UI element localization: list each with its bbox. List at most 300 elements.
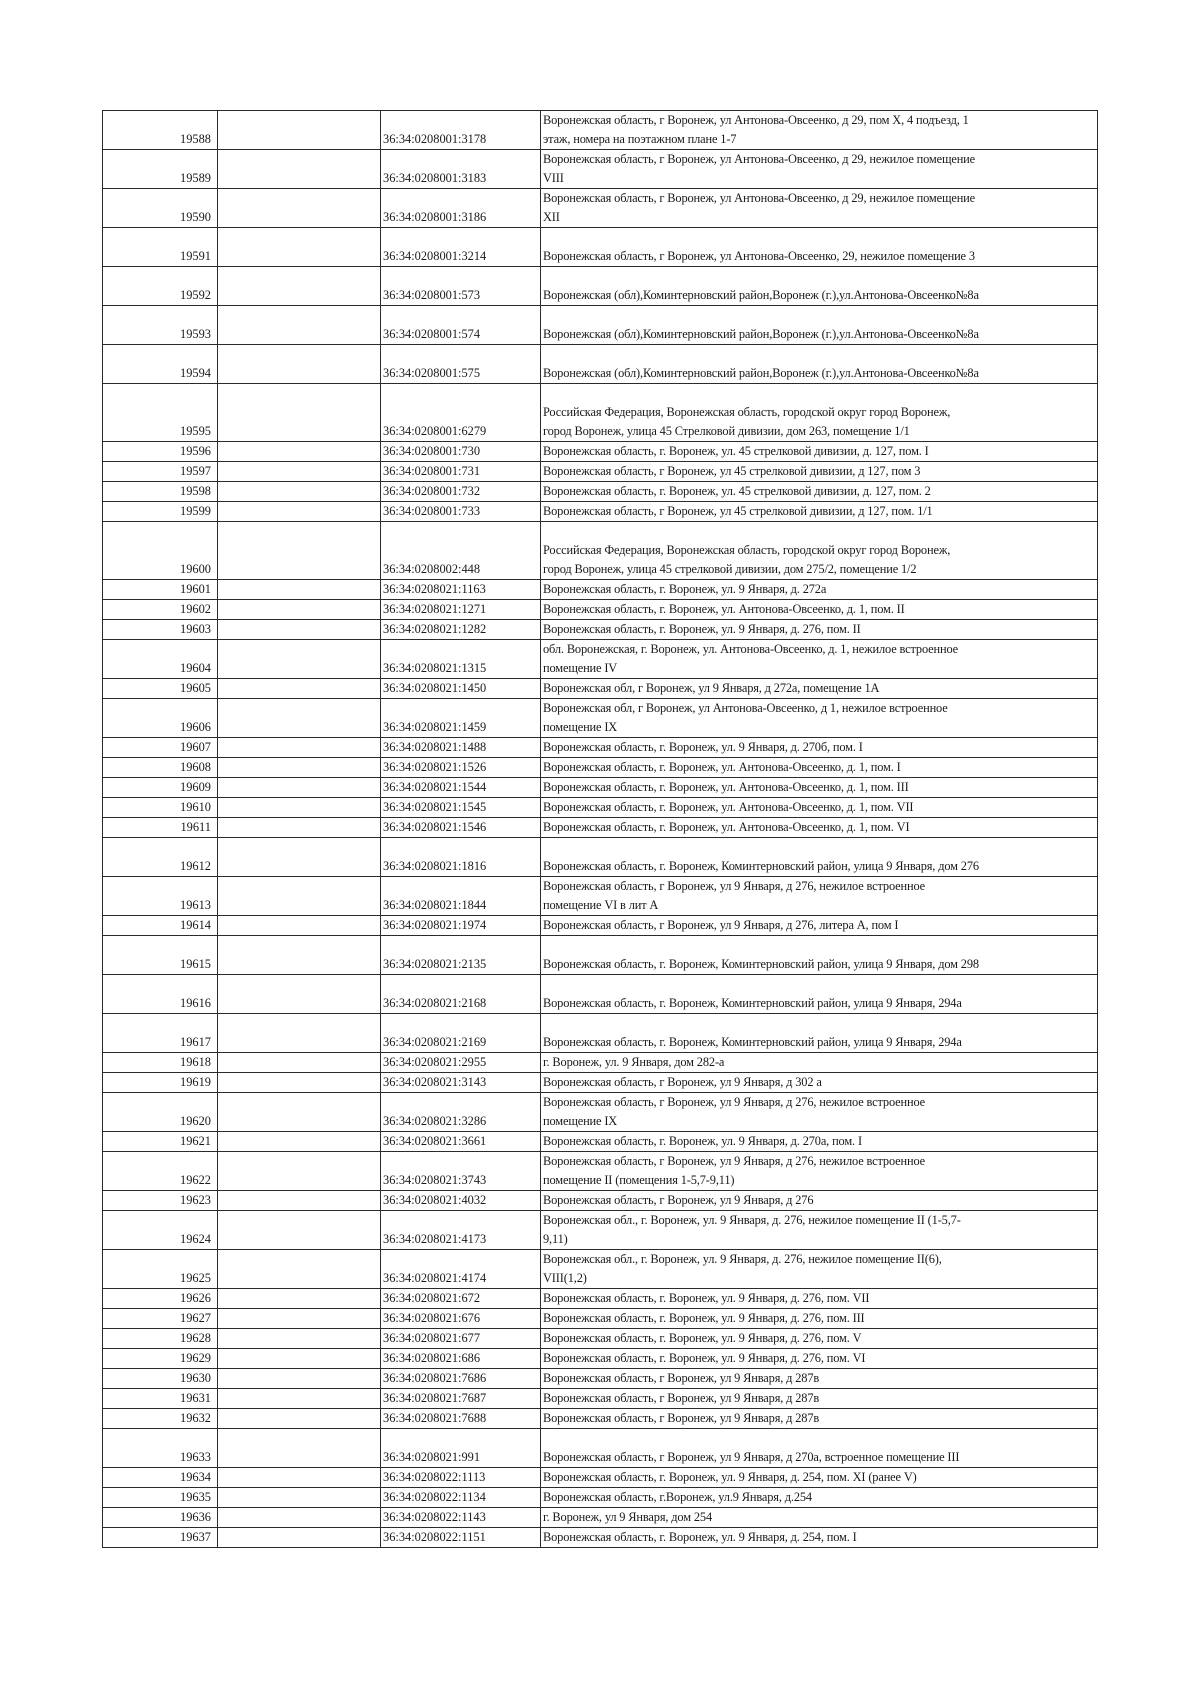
cadastral-number-cell: 36:34:0208021:2168 (381, 975, 541, 1014)
table-row (103, 1073, 1098, 1093)
row-number-cell: 19602 (103, 600, 218, 620)
empty-cell (218, 778, 381, 798)
cadastral-number-cell: 36:34:0208001:730 (381, 442, 541, 462)
cadastral-number-cell: 36:34:0208021:1163 (381, 580, 541, 600)
empty-cell (218, 1152, 381, 1191)
empty-cell (218, 1014, 381, 1053)
empty-cell (218, 1409, 381, 1429)
address-cell (541, 482, 1098, 502)
address-line: помещение VI в лит А (543, 898, 659, 912)
address-cell (541, 936, 1098, 975)
cadastral-number-cell: 36:34:0208021:991 (381, 1429, 541, 1468)
address-cell (541, 1093, 1098, 1132)
row-number-cell: 19610 (103, 798, 218, 818)
table-row (103, 778, 1098, 798)
row-number-cell: 19621 (103, 1132, 218, 1152)
row-number-cell: 19594 (103, 345, 218, 384)
address-line: Воронежская область, г Воронеж, ул 9 Января, д 287в (543, 1391, 820, 1405)
address-cell (541, 384, 1098, 442)
address-line: помещение IX (543, 720, 618, 734)
cadastral-number-cell: 36:34:0208001:3214 (381, 228, 541, 267)
table-row (103, 620, 1098, 640)
address-cell (541, 600, 1098, 620)
table-row (103, 1093, 1098, 1132)
cadastral-number-cell: 36:34:0208021:1282 (381, 620, 541, 640)
empty-cell (218, 699, 381, 738)
empty-cell (218, 758, 381, 778)
address-line: Воронежская область, г Воронеж, ул Антонова-Овсеенко, д 29, нежилое помещение (543, 152, 976, 166)
address-spacer (543, 345, 1095, 364)
empty-cell (218, 228, 381, 267)
table-row (103, 462, 1098, 482)
address-line: Воронежская (обл),Коминтерновский район,Воронеж (г.),ул.Антонова-Овсеенко№8а (543, 366, 979, 380)
address-cell (541, 620, 1098, 640)
address-line: Воронежская область, г. Воронеж, Коминтерновский район, улица 9 Января, 294а (543, 996, 962, 1010)
cadastral-number-cell: 36:34:0208021:2135 (381, 936, 541, 975)
address-cell (541, 1191, 1098, 1211)
empty-cell (218, 306, 381, 345)
empty-cell (218, 267, 381, 306)
table-row (103, 1488, 1098, 1508)
row-number-cell: 19624 (103, 1211, 218, 1250)
table-row (103, 877, 1098, 916)
address-cell (541, 1014, 1098, 1053)
row-number-cell: 19615 (103, 936, 218, 975)
table-row (103, 1211, 1098, 1250)
address-line: Воронежская обл, г Воронеж, ул 9 Января, д 272а, помещение 1А (543, 681, 880, 695)
address-line: Воронежская область, г. Воронеж, Коминтерновский район, улица 9 Января, дом 276 (543, 859, 979, 873)
cadastral-number-cell: 36:34:0208021:672 (381, 1289, 541, 1309)
empty-cell (218, 384, 381, 442)
address-cell (541, 1211, 1098, 1250)
table-row (103, 1289, 1098, 1309)
address-cell (541, 522, 1098, 580)
address-cell (541, 111, 1098, 150)
row-number-cell: 19599 (103, 502, 218, 522)
row-number-cell: 19630 (103, 1369, 218, 1389)
cadastral-number-cell: 36:34:0208021:1459 (381, 699, 541, 738)
table-row (103, 1250, 1098, 1289)
address-cell (541, 699, 1098, 738)
address-cell (541, 345, 1098, 384)
table-row (103, 522, 1098, 580)
empty-cell (218, 111, 381, 150)
row-number-cell: 19593 (103, 306, 218, 345)
row-number-cell: 19617 (103, 1014, 218, 1053)
empty-cell (218, 838, 381, 877)
address-line: Воронежская область, г. Воронеж, ул. Антонова-Овсеенко, д. 1, пом. VI (543, 820, 910, 834)
address-cell (541, 877, 1098, 916)
empty-cell (218, 522, 381, 580)
table-row (103, 482, 1098, 502)
table-row (103, 111, 1098, 150)
cadastral-number-cell: 36:34:0208001:3183 (381, 150, 541, 189)
address-cell (541, 798, 1098, 818)
address-line: Воронежская область, г Воронеж, ул 9 Января, д 276, нежилое встроенное (543, 879, 926, 893)
address-cell (541, 1468, 1098, 1488)
table-row (103, 1152, 1098, 1191)
row-number-cell: 19636 (103, 1508, 218, 1528)
cadastral-number-cell: 36:34:0208021:4032 (381, 1191, 541, 1211)
table-row (103, 1309, 1098, 1329)
address-line: Воронежская область, г. Воронеж, ул. 9 Января, д. 276, пом. VI (543, 1351, 866, 1365)
address-cell (541, 758, 1098, 778)
empty-cell (218, 1488, 381, 1508)
address-line: помещение II (помещения 1-5,7-9,11) (543, 1173, 735, 1187)
row-number-cell: 19633 (103, 1429, 218, 1468)
table-row (103, 345, 1098, 384)
table-row (103, 1132, 1098, 1152)
registry-table-body (103, 111, 1098, 1548)
cadastral-number-cell: 36:34:0208022:1151 (381, 1528, 541, 1548)
row-number-cell: 19627 (103, 1309, 218, 1329)
address-cell (541, 1389, 1098, 1409)
table-row (103, 1528, 1098, 1548)
cadastral-number-cell: 36:34:0208021:3661 (381, 1132, 541, 1152)
table-row (103, 798, 1098, 818)
address-cell (541, 838, 1098, 877)
empty-cell (218, 482, 381, 502)
empty-cell (218, 1191, 381, 1211)
table-row (103, 189, 1098, 228)
table-row (103, 738, 1098, 758)
table-row (103, 384, 1098, 442)
address-line: город Воронеж, улица 45 Стрелковой дивизии, дом 263, помещение 1/1 (543, 424, 910, 438)
table-row (103, 150, 1098, 189)
cadastral-number-cell: 36:34:0208022:1134 (381, 1488, 541, 1508)
table-row (103, 640, 1098, 679)
cadastral-number-cell: 36:34:0208021:1544 (381, 778, 541, 798)
empty-cell (218, 189, 381, 228)
address-line: Воронежская область, г. Воронеж, ул. 9 Января, д. 276, пом. V (543, 1331, 862, 1345)
table-row (103, 1409, 1098, 1429)
cadastral-number-cell: 36:34:0208022:1113 (381, 1468, 541, 1488)
table-row (103, 442, 1098, 462)
table-row (103, 1429, 1098, 1468)
table-row (103, 1053, 1098, 1073)
empty-cell (218, 1389, 381, 1409)
table-row (103, 838, 1098, 877)
row-number-cell: 19601 (103, 580, 218, 600)
address-cell (541, 150, 1098, 189)
address-line: VIII (543, 171, 564, 185)
table-row (103, 600, 1098, 620)
address-line: Воронежская область, г Воронеж, ул Антонова-Овсеенко, д 29, пом X, 4 подъезд, 1 (543, 113, 969, 127)
address-line: Воронежская обл., г. Воронеж, ул. 9 Января, д. 276, нежилое помещение II (1-5,7- (543, 1213, 961, 1227)
row-number-cell: 19604 (103, 640, 218, 679)
cadastral-number-cell: 36:34:0208001:731 (381, 462, 541, 482)
row-number-cell: 19612 (103, 838, 218, 877)
address-line: Воронежская область, г. Воронеж, Коминтерновский район, улица 9 Января, дом 298 (543, 957, 979, 971)
row-number-cell: 19603 (103, 620, 218, 640)
row-number-cell: 19609 (103, 778, 218, 798)
address-spacer (543, 936, 1095, 955)
cadastral-number-cell: 36:34:0208021:7687 (381, 1389, 541, 1409)
empty-cell (218, 1528, 381, 1548)
empty-cell (218, 1329, 381, 1349)
cadastral-number-cell: 36:34:0208021:4174 (381, 1250, 541, 1289)
table-row (103, 1191, 1098, 1211)
row-number-cell: 19595 (103, 384, 218, 442)
address-cell (541, 1488, 1098, 1508)
address-cell (541, 1528, 1098, 1548)
table-row (103, 306, 1098, 345)
table-row (103, 502, 1098, 522)
registry-table (102, 110, 1098, 1548)
address-cell (541, 1409, 1098, 1429)
address-line: Воронежская (обл),Коминтерновский район,Воронеж (г.),ул.Антонова-Овсеенко№8а (543, 327, 979, 341)
address-line: 9,11) (543, 1232, 568, 1246)
empty-cell (218, 345, 381, 384)
row-number-cell: 19631 (103, 1389, 218, 1409)
cadastral-number-cell: 36:34:0208002:448 (381, 522, 541, 580)
empty-cell (218, 150, 381, 189)
cadastral-number-cell: 36:34:0208001:732 (381, 482, 541, 502)
row-number-cell: 19589 (103, 150, 218, 189)
empty-cell (218, 1508, 381, 1528)
cadastral-number-cell: 36:34:0208021:3143 (381, 1073, 541, 1093)
empty-cell (218, 1468, 381, 1488)
row-number-cell: 19598 (103, 482, 218, 502)
row-number-cell: 19592 (103, 267, 218, 306)
cadastral-number-cell: 36:34:0208001:733 (381, 502, 541, 522)
address-line: Воронежская область, г Воронеж, ул 9 Января, д 302 а (543, 1075, 822, 1089)
empty-cell (218, 1053, 381, 1073)
row-number-cell: 19632 (103, 1409, 218, 1429)
empty-cell (218, 1132, 381, 1152)
address-line: Воронежская область, г.Воронеж, ул.9 Января, д.254 (543, 1490, 812, 1504)
address-cell (541, 580, 1098, 600)
empty-cell (218, 679, 381, 699)
row-number-cell: 19606 (103, 699, 218, 738)
address-line: Воронежская область, г. Воронеж, ул. 9 Января, д. 276, пом. II (543, 622, 861, 636)
cadastral-number-cell: 36:34:0208022:1143 (381, 1508, 541, 1528)
empty-cell (218, 580, 381, 600)
address-line: обл. Воронежская, г. Воронеж, ул. Антонова-Овсеенко, д. 1, нежилое встроенное (543, 642, 958, 656)
table-row (103, 1369, 1098, 1389)
table-row (103, 818, 1098, 838)
address-spacer (543, 975, 1095, 994)
row-number-cell: 19608 (103, 758, 218, 778)
empty-cell (218, 818, 381, 838)
address-line: Воронежская область, г Воронеж, ул 9 Января, д 276, литера А, пом I (543, 918, 899, 932)
address-line: Воронежская область, г Воронеж, ул 9 Января, д 287в (543, 1411, 820, 1425)
empty-cell (218, 442, 381, 462)
row-number-cell: 19622 (103, 1152, 218, 1191)
row-number-cell: 19590 (103, 189, 218, 228)
cadastral-number-cell: 36:34:0208001:573 (381, 267, 541, 306)
row-number-cell: 19588 (103, 111, 218, 150)
address-line: город Воронеж, улица 45 стрелковой дивизии, дом 275/2, помещение 1/2 (543, 562, 917, 576)
address-line: помещение IX (543, 1114, 618, 1128)
address-spacer (543, 522, 1095, 541)
row-number-cell: 19629 (103, 1349, 218, 1369)
empty-cell (218, 1211, 381, 1250)
table-row (103, 916, 1098, 936)
address-spacer (543, 228, 1095, 247)
address-cell (541, 442, 1098, 462)
address-line: Воронежская область, г Воронеж, ул 9 Января, д 287в (543, 1371, 820, 1385)
address-line: Воронежская область, г. Воронеж, ул. 45 стрелковой дивизии, д. 127, пом. 2 (543, 484, 931, 498)
empty-cell (218, 1250, 381, 1289)
address-spacer (543, 384, 1095, 403)
address-line: Воронежская область, г. Воронеж, Коминтерновский район, улица 9 Января, 294а (543, 1035, 962, 1049)
address-line: VIII(1,2) (543, 1271, 587, 1285)
address-spacer (543, 306, 1095, 325)
empty-cell (218, 1073, 381, 1093)
address-spacer (543, 267, 1095, 286)
row-number-cell: 19618 (103, 1053, 218, 1073)
address-cell (541, 189, 1098, 228)
row-number-cell: 19600 (103, 522, 218, 580)
address-cell (541, 228, 1098, 267)
cadastral-number-cell: 36:34:0208021:3743 (381, 1152, 541, 1191)
address-cell (541, 679, 1098, 699)
table-row (103, 580, 1098, 600)
cadastral-number-cell: 36:34:0208021:1546 (381, 818, 541, 838)
empty-cell (218, 1349, 381, 1369)
cadastral-number-cell: 36:34:0208021:2169 (381, 1014, 541, 1053)
cadastral-number-cell: 36:34:0208021:7686 (381, 1369, 541, 1389)
table-row (103, 679, 1098, 699)
cadastral-number-cell: 36:34:0208021:7688 (381, 1409, 541, 1429)
empty-cell (218, 620, 381, 640)
address-line: Воронежская область, г. Воронеж, ул. 9 Января, д. 272а (543, 582, 827, 596)
row-number-cell: 19635 (103, 1488, 218, 1508)
cadastral-number-cell: 36:34:0208021:1816 (381, 838, 541, 877)
address-line: Воронежская (обл),Коминтерновский район,Воронеж (г.),ул.Антонова-Овсеенко№8а (543, 288, 979, 302)
address-cell (541, 1152, 1098, 1191)
address-line: Воронежская область, г Воронеж, ул 9 Января, д 276, нежилое встроенное (543, 1154, 926, 1168)
empty-cell (218, 502, 381, 522)
address-cell (541, 916, 1098, 936)
address-cell (541, 1053, 1098, 1073)
table-row (103, 1508, 1098, 1528)
table-row (103, 1014, 1098, 1053)
address-line: Воронежская область, г. Воронеж, ул. Антонова-Овсеенко, д. 1, пом. VII (543, 800, 914, 814)
address-cell (541, 778, 1098, 798)
address-cell (541, 462, 1098, 482)
row-number-cell: 19613 (103, 877, 218, 916)
address-line: Воронежская область, г. Воронеж, ул. 9 Января, д. 254, пом. XI (ранее V) (543, 1470, 917, 1484)
address-cell (541, 1309, 1098, 1329)
table-row (103, 1389, 1098, 1409)
cadastral-number-cell: 36:34:0208021:1488 (381, 738, 541, 758)
empty-cell (218, 877, 381, 916)
address-spacer (543, 1429, 1095, 1448)
address-line: этаж, номера на поэтажном плане 1-7 (543, 132, 737, 146)
empty-cell (218, 1093, 381, 1132)
address-line: XII (543, 210, 560, 224)
row-number-cell: 19626 (103, 1289, 218, 1309)
address-cell (541, 1508, 1098, 1528)
empty-cell (218, 916, 381, 936)
cadastral-number-cell: 36:34:0208021:1526 (381, 758, 541, 778)
cadastral-number-cell: 36:34:0208001:6279 (381, 384, 541, 442)
empty-cell (218, 640, 381, 679)
address-line: Воронежская область, г Воронеж, ул Антонова-Овсеенко, 29, нежилое помещение 3 (543, 249, 975, 263)
address-cell (541, 738, 1098, 758)
address-line: Воронежская область, г Воронеж, ул 9 Января, д 276 (543, 1193, 814, 1207)
cadastral-number-cell: 36:34:0208021:677 (381, 1329, 541, 1349)
row-number-cell: 19634 (103, 1468, 218, 1488)
cadastral-number-cell: 36:34:0208001:3186 (381, 189, 541, 228)
row-number-cell: 19605 (103, 679, 218, 699)
address-line: Российская Федерация, Воронежская область, городской округ город Воронеж, (543, 543, 951, 557)
empty-cell (218, 936, 381, 975)
address-line: Воронежская область, г Воронеж, ул Антонова-Овсеенко, д 29, нежилое помещение (543, 191, 976, 205)
address-line: г. Воронеж, ул 9 Января, дом 254 (543, 1510, 712, 1524)
address-line: Воронежская область, г Воронеж, ул 45 стрелковой дивизии, д 127, пом 3 (543, 464, 921, 478)
table-row (103, 228, 1098, 267)
row-number-cell: 19611 (103, 818, 218, 838)
address-cell (541, 1132, 1098, 1152)
address-line: Воронежская область, г Воронеж, ул 9 Января, д 276, нежилое встроенное (543, 1095, 926, 1109)
address-cell (541, 267, 1098, 306)
cadastral-number-cell: 36:34:0208021:1545 (381, 798, 541, 818)
row-number-cell: 19597 (103, 462, 218, 482)
row-number-cell: 19637 (103, 1528, 218, 1548)
empty-cell (218, 1289, 381, 1309)
address-cell (541, 1349, 1098, 1369)
row-number-cell: 19614 (103, 916, 218, 936)
address-line: Воронежская область, г Воронеж, ул 9 Января, д 270а, встроенное помещение III (543, 1450, 960, 1464)
table-row (103, 975, 1098, 1014)
table-row (103, 267, 1098, 306)
address-cell (541, 306, 1098, 345)
address-line: Воронежская обл., г. Воронеж, ул. 9 Января, д. 276, нежилое помещение II(6), (543, 1252, 942, 1266)
address-line: Российская Федерация, Воронежская область, городской округ город Воронеж, (543, 405, 951, 419)
row-number-cell: 19625 (103, 1250, 218, 1289)
address-line: Воронежская область, г Воронеж, ул 45 стрелковой дивизии, д 127, пом. 1/1 (543, 504, 933, 518)
row-number-cell: 19616 (103, 975, 218, 1014)
cadastral-number-cell: 36:34:0208021:1450 (381, 679, 541, 699)
address-cell (541, 1073, 1098, 1093)
table-row (103, 1349, 1098, 1369)
address-cell (541, 1429, 1098, 1468)
table-row (103, 699, 1098, 738)
address-line: г. Воронеж, ул. 9 Января, дом 282-а (543, 1055, 725, 1069)
table-row (103, 1329, 1098, 1349)
address-line: Воронежская область, г. Воронеж, ул. 45 стрелковой дивизии, д. 127, пом. I (543, 444, 929, 458)
cadastral-number-cell: 36:34:0208021:2955 (381, 1053, 541, 1073)
address-line: Воронежская область, г. Воронеж, ул. 9 Января, д. 270б, пом. I (543, 740, 863, 754)
empty-cell (218, 1309, 381, 1329)
empty-cell (218, 738, 381, 758)
address-cell (541, 1250, 1098, 1289)
address-line: Воронежская область, г. Воронеж, ул. 9 Января, д. 276, пом. VII (543, 1291, 870, 1305)
row-number-cell: 19607 (103, 738, 218, 758)
empty-cell (218, 1429, 381, 1468)
empty-cell (218, 462, 381, 482)
cadastral-number-cell: 36:34:0208001:3178 (381, 111, 541, 150)
cadastral-number-cell: 36:34:0208021:3286 (381, 1093, 541, 1132)
cadastral-number-cell: 36:34:0208001:575 (381, 345, 541, 384)
address-line: помещение IV (543, 661, 618, 675)
cadastral-number-cell: 36:34:0208021:4173 (381, 1211, 541, 1250)
empty-cell (218, 1369, 381, 1389)
address-line: Воронежская область, г. Воронеж, ул. 9 Января, д. 270а, пом. I (543, 1134, 862, 1148)
address-line: Воронежская область, г. Воронеж, ул. 9 Января, д. 254, пом. I (543, 1530, 857, 1544)
address-cell (541, 1369, 1098, 1389)
address-line: Воронежская область, г. Воронеж, ул. Антонова-Овсеенко, д. 1, пом. I (543, 760, 901, 774)
address-cell (541, 640, 1098, 679)
address-cell (541, 502, 1098, 522)
cadastral-number-cell: 36:34:0208021:1844 (381, 877, 541, 916)
cadastral-number-cell: 36:34:0208021:1271 (381, 600, 541, 620)
address-line: Воронежская область, г. Воронеж, ул. Антонова-Овсеенко, д. 1, пом. III (543, 780, 909, 794)
table-row (103, 758, 1098, 778)
